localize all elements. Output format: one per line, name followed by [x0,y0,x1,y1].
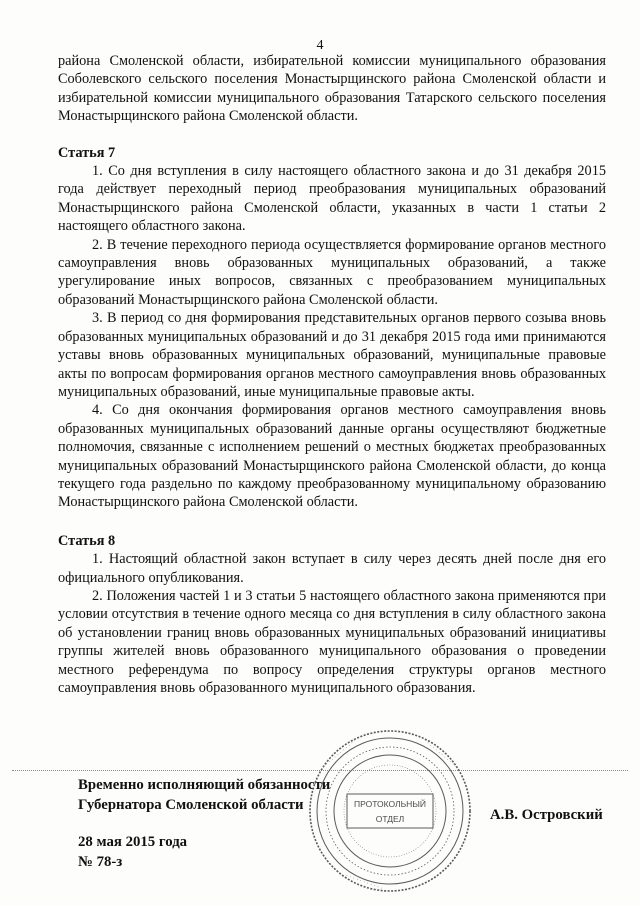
article-7-part-1: 1. Со дня вступления в силу настоящего областного закона и до 31 декабря 2015 года действует переходный период преобразования муниципальных образований Монастырщинского района Смоленской области, указанных в части 1 статьи 2 настоящего областного закона. [58,163,606,235]
article-7-part-3: 3. В период со дня формирования представительных органов первого созыва вновь образованных муниципальных образований и до 31 декабря 2015 года ими принимаются уставы вновь образованных муниципальных образований, муниципальные правовые акты по вопросам формирования органов местного самоуправления вновь образованных муниципальных образований, иные муниципальные правовые акты. [58,310,606,400]
svg-text:· · · · · · · · · · · · ·: · · · · · · · · · · · · · [419,735,459,770]
law-number: № 78-з [78,854,123,870]
official-seal-stamp [305,726,475,896]
seal-center-line-1: ПРОТОКОЛЬНЫЙ [354,799,426,809]
signer-name: А.В. Островский [490,807,603,823]
article-8-part-1: 1. Настоящий областной закон вступает в силу через десять дней после дня его официального опубликования. [58,551,606,586]
article-7-heading: Статья 7 [58,144,116,161]
article-8-heading: Статья 8 [58,532,116,549]
article-7-part-2: 2. В течение переходного периода осуществляется формирование органов местного самоуправления вновь образованных муниципальных образований, а также урегулирование иных вопросов, связанных с преобразованием муниципальных образований Монастырщинского района Смоленской области. [58,236,606,308]
signer-position-line-1: Временно исполняющий обязанности [78,777,331,793]
paragraph-continuation: района Смоленской области, избирательной комиссии муниципального образования Соболевского сельского поселения Монастырщинского района Смоленской области и избирательной комиссии муниципального образования Татарского сельского поселения Монастырщинского района Смоленской области. [58,53,606,125]
article-8-part-2: 2. Положения частей 1 и 3 статьи 5 настоящего областного закона применяются при условии отсутствия в течение одного месяца со дня вступления в силу областного закона об установлении границ вновь образованных муниципальных образований инициативы группы жителей вновь образованного муниципального образования о проведении местного референдума по вопросу определения структуры органов местного самоуправления вновь образованного муниципального образования. [58,587,606,696]
svg-text:· · · · · · · · · · · · ·: · · · · · · · · · · · · · [321,735,361,770]
signer-position-line-2: Губернатора Смоленской области [78,797,304,813]
svg-text:· · · · · · · · · · ·: · · · · · · · · · · · [344,872,384,892]
page-number: 4 [316,38,324,53]
seal-center-line-2: ОТДЕЛ [375,814,405,824]
article-7-part-4: 4. Со дня окончания формирования органов местного самоуправления вновь образованных муниципальных образований данные органы осуществляют бюджетные полномочия, связанные с исполнением решений о местных бюджетах преобразованных муниципальных образований Монастырщинского района Смоленской области, до конца текущего года раздельно по каждому преобразованному муниципальному образованию Монастырщинского района Смоленской области. [58,402,606,511]
law-date: 28 мая 2015 года [78,834,188,850]
document-body [58,52,606,697]
